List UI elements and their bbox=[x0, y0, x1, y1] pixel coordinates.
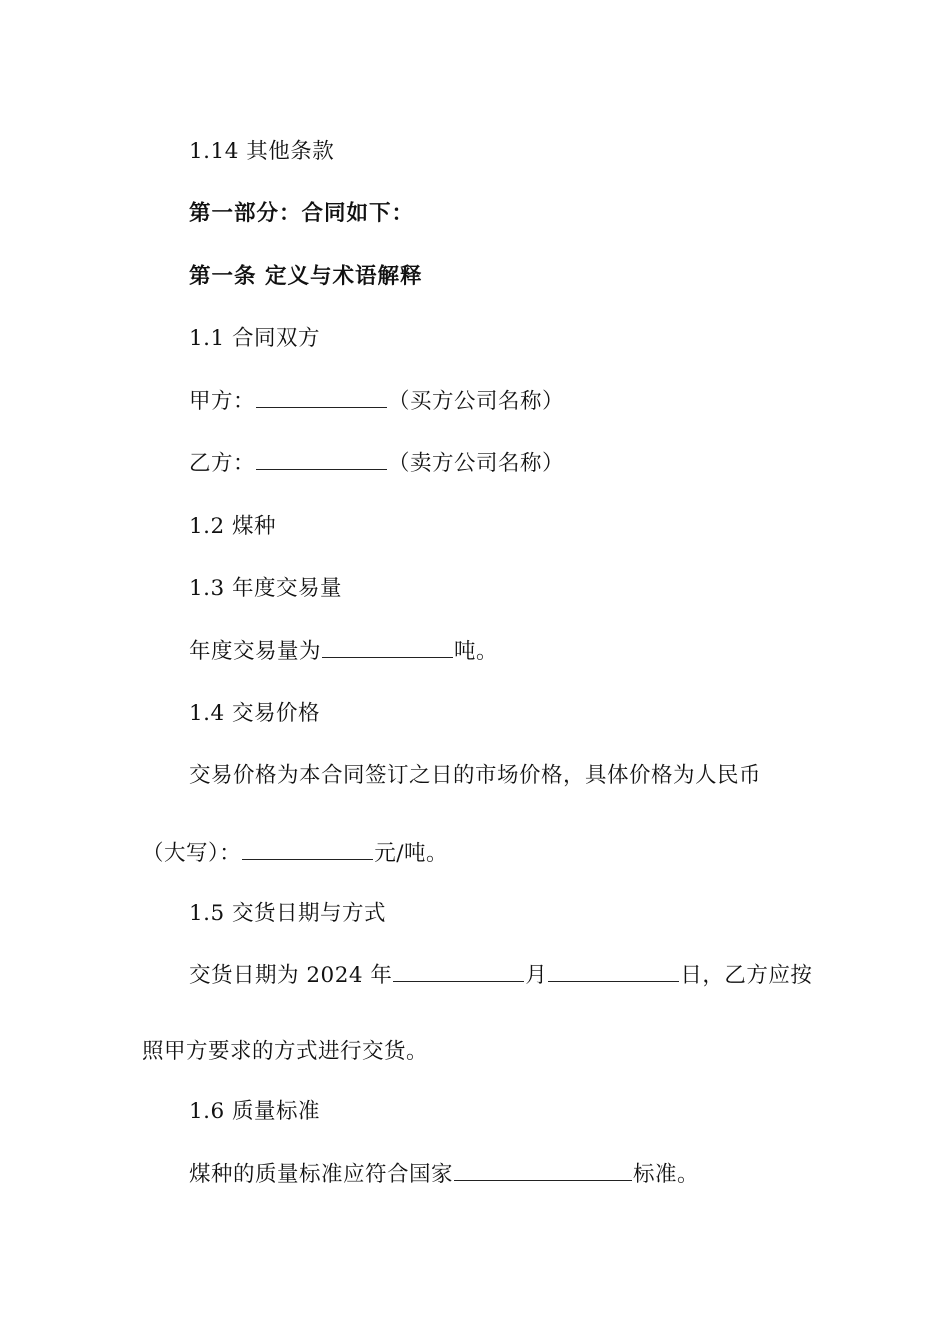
paragraph-text: 交易价格为本合同签订之日的市场价格，具体价格为人民币 bbox=[189, 763, 762, 788]
clause-1-5-heading bbox=[189, 899, 386, 929]
clause-1-4-heading bbox=[189, 699, 320, 729]
delivery-paragraph-line-1 bbox=[189, 961, 812, 991]
party-a-line bbox=[189, 387, 564, 417]
annual-volume-unit: 吨。 bbox=[454, 639, 499, 664]
delivery-month-blank[interactable] bbox=[393, 961, 524, 982]
party-b-label: 乙方： bbox=[189, 451, 256, 476]
price-blank[interactable] bbox=[242, 839, 373, 860]
clause-text: 1.3 年度交易量 bbox=[189, 576, 343, 601]
clause-1-14-heading bbox=[189, 137, 334, 167]
clause-1-3-heading bbox=[189, 574, 342, 604]
annual-volume-line bbox=[189, 637, 498, 667]
party-a-blank[interactable] bbox=[256, 387, 387, 408]
delivery-continuation: 日，乙方应按 bbox=[680, 963, 813, 988]
price-paragraph-line-2 bbox=[142, 839, 448, 869]
heading-text: 第一部分：合同如下： bbox=[189, 201, 415, 226]
party-a-label: 甲方： bbox=[189, 389, 256, 414]
price-label: （大写）： bbox=[142, 841, 242, 866]
delivery-day-blank[interactable] bbox=[548, 961, 679, 982]
delivery-paragraph-line-2 bbox=[142, 1037, 428, 1067]
clause-text: 1.14 其他条款 bbox=[189, 139, 335, 164]
clause-1-2-heading bbox=[189, 512, 276, 542]
quality-label: 煤种的质量标准应符合国家 bbox=[189, 1162, 454, 1187]
clause-text: 1.5 交货日期与方式 bbox=[189, 901, 387, 926]
clause-text: 1.1 合同双方 bbox=[189, 326, 321, 351]
party-b-blank[interactable] bbox=[256, 449, 387, 470]
clause-text: 1.4 交易价格 bbox=[189, 701, 321, 726]
article-one-heading bbox=[189, 262, 423, 292]
clause-1-1-heading bbox=[189, 324, 320, 354]
party-b-line bbox=[189, 449, 564, 479]
price-unit: 元/吨。 bbox=[374, 841, 449, 866]
clause-text: 1.6 质量标准 bbox=[189, 1099, 321, 1124]
paragraph-text: 照甲方要求的方式进行交货。 bbox=[142, 1039, 429, 1064]
quality-standard-line bbox=[189, 1160, 699, 1190]
clause-text: 1.2 煤种 bbox=[189, 514, 277, 539]
annual-volume-label: 年度交易量为 bbox=[189, 639, 322, 664]
clause-1-6-heading bbox=[189, 1097, 320, 1127]
quality-unit: 标准。 bbox=[633, 1162, 700, 1187]
part-one-heading bbox=[189, 199, 414, 229]
quality-standard-blank[interactable] bbox=[454, 1160, 632, 1181]
month-label: 月 bbox=[525, 963, 548, 988]
price-paragraph-line-1 bbox=[189, 761, 761, 791]
delivery-date-label: 交货日期为 2024 年 bbox=[189, 963, 393, 988]
party-b-note: （卖方公司名称） bbox=[388, 451, 565, 476]
party-a-note: （买方公司名称） bbox=[388, 389, 565, 414]
annual-volume-blank[interactable] bbox=[322, 637, 453, 658]
heading-text: 第一条 定义与术语解释 bbox=[189, 264, 423, 289]
